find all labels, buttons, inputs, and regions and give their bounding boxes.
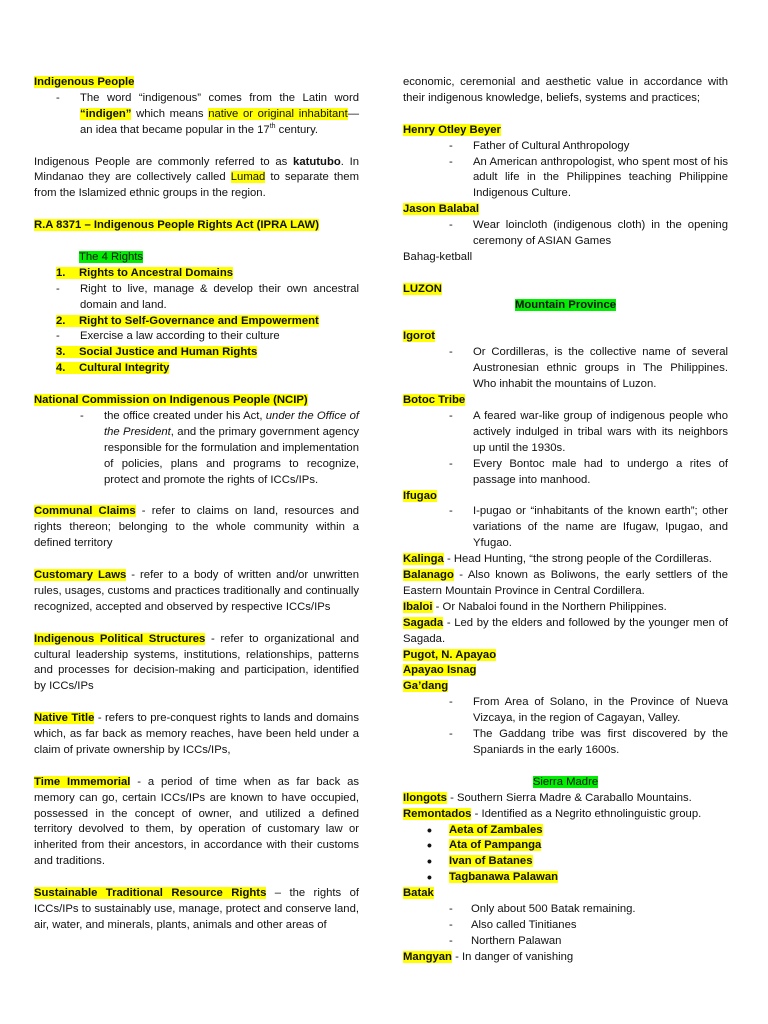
ip-paragraph: Indigenous People are commonly referred to as katutubo. In Mindanao they are collectively called Lumad to separate them from the Islamized ethnic groups in the region. [34,155,360,200]
def-sagada: Sagada - Led by the elders and followed by the younger men of Sagada. [403,616,728,645]
heading-gadang: Ga’dang [403,680,449,693]
heading-beyer: Henry Otley Beyer [403,123,501,136]
def-communal-claims: Communal Claims - refer to claims on land, resources and rights thereon; belonging to the whole community within a defined territory [34,505,360,550]
right-2-desc: - Exercise a law according to their culture [34,329,359,345]
left-column [34,75,359,934]
right-item-1: 1. Rights to Ancestral Domains [56,266,233,279]
batak-item-3: - Northern Palawan [403,934,728,950]
beyer-item-1: - Father of Cultural Anthropology [403,139,728,155]
bahag-ketball: Bahag-ketball [403,250,473,263]
heading-luzon: LUZON [403,282,442,295]
def-sustainable-rights: Sustainable Traditional Resource Rights – the rights of ICCs/IPs to sustainably use, manage, protect and conserve land, air, water, and minerals, plants, animals and other areas of [34,887,359,931]
botoc-item-1: - A feared war-like group of indigenous people who actively indulged in tribal wars with its neighbors up until the 1930s. [403,409,728,457]
continuation-text: economic, ceremonial and aesthetic value in accordance with their indigenous knowledge, beliefs, systems and practices; [403,76,728,104]
right-item-4: 4. Cultural Integrity [56,362,170,375]
ncip-item: - the office created under his Act, under the Office of the President, and the primary government agency responsible for the formulation and implementation of policies, plans and programs to recognize, protect and promote the rights of ICCs/IPs. [34,409,359,489]
bullet-aeta: • Aeta of Zambales [403,823,728,839]
def-customary-laws: Customary Laws - refer to a body of written and/or unwritten rules, usages, customs and practices traditionally and continually recognized, accepted and observed by respective ICCs/IPs [34,569,359,613]
igorot-item-1: - Or Cordilleras, is the collective name of several Austronesian ethnic groups in The Philippines. Who inhabit the mountains of Luzon. [403,345,728,393]
def-ibaloi: Ibaloi - Or Nabaloi found in the Northern Philippines. [403,600,667,613]
balabal-item-1: - Wear loincloth (indigenous cloth) in the opening ceremony of ASIAN Games [403,218,728,250]
right-column [403,75,728,966]
heading-batak: Batak [403,887,434,900]
heading-mountain-province: Mountain Province [514,298,617,311]
batak-item-1: - Only about 500 Batak remaining. [403,902,728,918]
batak-item-2: - Also called Tinitianes [403,918,728,934]
heading-apayao: Apayao Isnag [403,664,477,677]
def-mangyan: Mangyan - In danger of vanishing [403,950,574,963]
bullet-ata: • Ata of Pampanga [403,838,728,854]
def-ilongots: Ilongots - Southern Sierra Madre & Caraballo Mountains. [403,791,692,804]
botoc-item-2: - Every Bontoc male had to undergo a rites of passage into manhood. [403,457,728,489]
heading-pugot: Pugot, N. Apayao [403,648,497,661]
gadang-item-2: - The Gaddang tribe was first discovered by the Spaniards in the early 1600s. [403,727,728,759]
heading-igorot: Igorot [403,330,435,343]
def-time-immemorial: Time Immemorial - a period of time when as far back as memory can go, certain ICCs/IPs are known to have occupied, possessed in the concept of owner, and utilized a defined territory devolved to them, by operation of customary law or inherited from their ancestors, in accordance with their customs and traditions. [34,775,360,868]
def-native-title: Native Title - refers to pre-conquest rights to lands and domains which, as far back as memory reaches, have been held under a claim of private ownership by ICCs/IPs, [34,712,359,756]
right-1-desc: - Right to live, manage & develop their own ancestral domain and land. [34,282,359,314]
bullet-ivan: • Ivan of Batanes [403,854,728,870]
heading-botoc: Botoc Tribe [403,394,466,407]
bullet-tagbanawa: • Tagbanawa Palawan [403,870,728,886]
heading-ncip: National Commission on Indigenous People (NCIP) [34,394,308,407]
gadang-item-1: - From Area of Solano, in the Province of Nueva Vizcaya, in the region of Cagayan, Valley. [403,695,728,727]
ip-origin-item: - The word “indigenous” comes from the Latin word “indigen” which means native or original inhabitant—an idea that became popular in the 17th century. [34,91,359,139]
heading-indigenous-people: Indigenous People [34,76,135,88]
def-kalinga: Kalinga - Head Hunting, “the strong people of the Cordilleras. [403,553,712,566]
heading-balabal: Jason Balabal [403,203,479,216]
heading-ifugao: Ifugao [403,489,437,502]
right-item-3: 3. Social Justice and Human Rights [56,346,258,359]
ifugao-item-1: - I-pugao or “inhabitants of the known earth”; other variations of the name are Ifugaw, Ipugao, and Yfugao. [403,504,728,552]
four-rights-label: The 4 Rights [79,250,144,263]
def-remontados: Remontados - Identified as a Negrito ethnolinguistic group. [403,807,702,820]
heading-ra-8371: R.A 8371 – Indigenous People Rights Act (IPRA LAW) [34,219,319,232]
def-balanago: Balanago - Also known as Boliwons, the early settlers of the Eastern Mountain Province in Central Cordillera. [403,569,728,597]
def-indigenous-political-structures: Indigenous Political Structures - refer to organizational and cultural leadership systems, institutions, relationships, patterns and processes for decision-making and participation, identified by ICCs/IPs [34,632,360,693]
heading-sierra-madre: Sierra Madre [532,775,599,788]
right-item-2: 2. Right to Self-Governance and Empowerment [56,314,319,327]
beyer-item-2: - An American anthropologist, who spent most of his adult life in the Philippines teaching Philippine Indigenous Culture. [403,155,728,203]
